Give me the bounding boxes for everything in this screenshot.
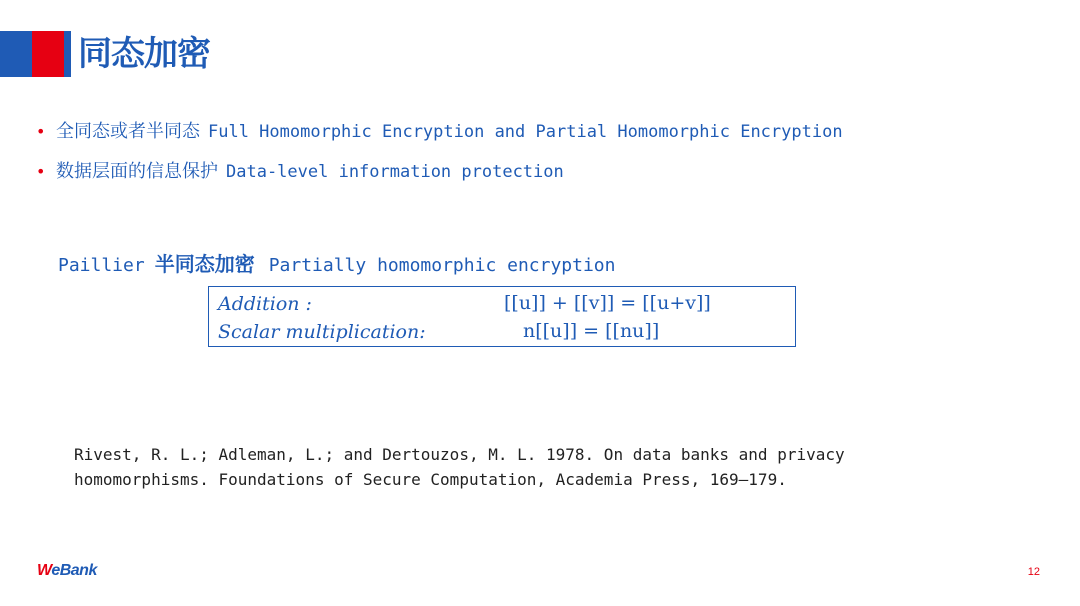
reference-citation: Rivest, R. L.; Adleman, L.; and Dertouzos, M. L. 1978. On data banks and privacy homomorphisms. Foundations of Secure Computation, Academia Press, 169–179. <box>74 445 845 489</box>
title-bar-red-block <box>32 31 64 77</box>
paillier-heading <box>58 250 615 280</box>
slide-title: 同态加密 <box>78 34 210 74</box>
page-number: 12 <box>1027 566 1040 578</box>
bullet-cn-text: 数据层面的信息保护 <box>56 161 218 182</box>
formula-label: Scalar multiplication: <box>218 321 426 343</box>
bullet-item <box>36 158 843 198</box>
bullet-item <box>36 118 843 158</box>
paillier-prefix: Paillier <box>58 255 145 276</box>
bullet-cn-text: 全同态或者半同态 <box>56 121 200 142</box>
formula-expression: n[[u]] = [[nu]] <box>523 320 660 342</box>
formula-row-addition <box>218 290 312 318</box>
paillier-cn: 半同态加密 <box>154 252 255 276</box>
formula-row-scalar <box>218 318 426 346</box>
paillier-en: Partially homomorphic encryption <box>268 255 616 276</box>
title-bar-blue-block <box>0 31 32 77</box>
title-bar-blue-stripe <box>64 31 71 77</box>
formula-label: Addition : <box>218 293 312 315</box>
bullet-dot-icon: • <box>36 122 46 141</box>
webank-logo: WeBank <box>37 562 97 579</box>
bullet-dot-icon: • <box>36 162 46 181</box>
bullet-list <box>36 118 843 198</box>
formula-expression: [[u]] + [[v]] = [[u+v]] <box>504 292 711 314</box>
bullet-en-text: Data-level information protection <box>226 162 564 182</box>
bullet-en-text: Full Homomorphic Encryption and Partial Homomorphic Encryption <box>208 122 843 142</box>
